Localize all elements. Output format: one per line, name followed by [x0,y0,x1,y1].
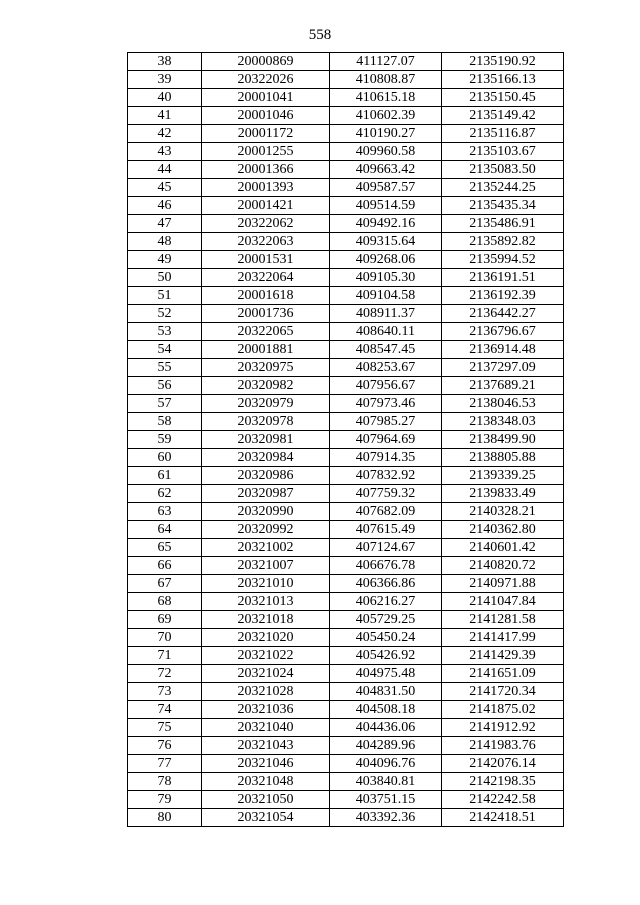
point-number-cell: 43 [128,143,202,161]
table-row [128,737,564,755]
x-coordinate-cell: 409514.59 [330,197,442,215]
x-coordinate-cell: 403840.81 [330,773,442,791]
table-row [128,791,564,809]
point-number-cell: 79 [128,791,202,809]
point-number-cell: 76 [128,737,202,755]
x-coordinate-cell: 407914.35 [330,449,442,467]
point-number-cell: 55 [128,359,202,377]
table-row [128,755,564,773]
y-coordinate-cell: 2138046.53 [442,395,564,413]
table-row [128,215,564,233]
x-coordinate-cell: 406366.86 [330,575,442,593]
x-coordinate-cell: 410808.87 [330,71,442,89]
y-coordinate-cell: 2135486.91 [442,215,564,233]
x-coordinate-cell: 408911.37 [330,305,442,323]
y-coordinate-cell: 2135166.13 [442,71,564,89]
table-row [128,125,564,143]
point-id-cell: 20321002 [202,539,330,557]
point-number-cell: 54 [128,341,202,359]
y-coordinate-cell: 2137689.21 [442,377,564,395]
table-row [128,467,564,485]
y-coordinate-cell: 2141912.92 [442,719,564,737]
point-number-cell: 80 [128,809,202,827]
y-coordinate-cell: 2136914.48 [442,341,564,359]
x-coordinate-cell: 408253.67 [330,359,442,377]
table-row [128,71,564,89]
point-number-cell: 40 [128,89,202,107]
x-coordinate-cell: 409960.58 [330,143,442,161]
point-id-cell: 20321048 [202,773,330,791]
table-row [128,53,564,71]
x-coordinate-cell: 407964.69 [330,431,442,449]
point-id-cell: 20001421 [202,197,330,215]
point-id-cell: 20001531 [202,251,330,269]
point-id-cell: 20321043 [202,737,330,755]
x-coordinate-cell: 407682.09 [330,503,442,521]
table-row [128,485,564,503]
y-coordinate-cell: 2135149.42 [442,107,564,125]
x-coordinate-cell: 409104.58 [330,287,442,305]
table-row [128,143,564,161]
table-row [128,359,564,377]
table-row [128,503,564,521]
point-number-cell: 49 [128,251,202,269]
x-coordinate-cell: 404975.48 [330,665,442,683]
point-number-cell: 62 [128,485,202,503]
point-id-cell: 20001255 [202,143,330,161]
point-id-cell: 20321036 [202,701,330,719]
table-row [128,413,564,431]
x-coordinate-cell: 406216.27 [330,593,442,611]
point-id-cell: 20322065 [202,323,330,341]
point-number-cell: 74 [128,701,202,719]
table-row [128,629,564,647]
point-number-cell: 64 [128,521,202,539]
table-row [128,251,564,269]
x-coordinate-cell: 407615.49 [330,521,442,539]
y-coordinate-cell: 2136192.39 [442,287,564,305]
table-row [128,773,564,791]
y-coordinate-cell: 2139833.49 [442,485,564,503]
point-number-cell: 44 [128,161,202,179]
point-number-cell: 38 [128,53,202,71]
point-number-cell: 73 [128,683,202,701]
x-coordinate-cell: 407759.32 [330,485,442,503]
point-number-cell: 69 [128,611,202,629]
point-id-cell: 20320984 [202,449,330,467]
table-row [128,395,564,413]
table-row [128,521,564,539]
table-row [128,647,564,665]
point-number-cell: 50 [128,269,202,287]
y-coordinate-cell: 2135892.82 [442,233,564,251]
coordinates-table-body [128,53,564,827]
x-coordinate-cell: 403392.36 [330,809,442,827]
x-coordinate-cell: 404436.06 [330,719,442,737]
y-coordinate-cell: 2141983.76 [442,737,564,755]
point-id-cell: 20321007 [202,557,330,575]
point-number-cell: 68 [128,593,202,611]
point-id-cell: 20321054 [202,809,330,827]
x-coordinate-cell: 407124.67 [330,539,442,557]
x-coordinate-cell: 405450.24 [330,629,442,647]
point-number-cell: 63 [128,503,202,521]
point-id-cell: 20322064 [202,269,330,287]
y-coordinate-cell: 2139339.25 [442,467,564,485]
table-row [128,539,564,557]
x-coordinate-cell: 409105.30 [330,269,442,287]
point-id-cell: 20321013 [202,593,330,611]
y-coordinate-cell: 2140820.72 [442,557,564,575]
x-coordinate-cell: 411127.07 [330,53,442,71]
point-id-cell: 20001172 [202,125,330,143]
point-id-cell: 20320981 [202,431,330,449]
point-number-cell: 52 [128,305,202,323]
y-coordinate-cell: 2141651.09 [442,665,564,683]
x-coordinate-cell: 405426.92 [330,647,442,665]
point-id-cell: 20321020 [202,629,330,647]
x-coordinate-cell: 408547.45 [330,341,442,359]
y-coordinate-cell: 2141417.99 [442,629,564,647]
point-number-cell: 47 [128,215,202,233]
point-number-cell: 41 [128,107,202,125]
point-id-cell: 20320979 [202,395,330,413]
point-id-cell: 20320987 [202,485,330,503]
point-id-cell: 20320978 [202,413,330,431]
table-row [128,107,564,125]
table-row [128,809,564,827]
x-coordinate-cell: 404508.18 [330,701,442,719]
point-id-cell: 20001366 [202,161,330,179]
y-coordinate-cell: 2140601.42 [442,539,564,557]
table-row [128,161,564,179]
point-number-cell: 78 [128,773,202,791]
table-row [128,701,564,719]
point-id-cell: 20321010 [202,575,330,593]
x-coordinate-cell: 409268.06 [330,251,442,269]
table-row [128,431,564,449]
y-coordinate-cell: 2135150.45 [442,89,564,107]
y-coordinate-cell: 2135190.92 [442,53,564,71]
x-coordinate-cell: 407973.46 [330,395,442,413]
point-id-cell: 20001881 [202,341,330,359]
table-row [128,287,564,305]
table-row [128,323,564,341]
point-number-cell: 51 [128,287,202,305]
point-number-cell: 75 [128,719,202,737]
y-coordinate-cell: 2135103.67 [442,143,564,161]
point-id-cell: 20321022 [202,647,330,665]
x-coordinate-cell: 404831.50 [330,683,442,701]
y-coordinate-cell: 2141047.84 [442,593,564,611]
y-coordinate-cell: 2135083.50 [442,161,564,179]
point-id-cell: 20001618 [202,287,330,305]
table-row [128,593,564,611]
y-coordinate-cell: 2142242.58 [442,791,564,809]
point-number-cell: 48 [128,233,202,251]
point-id-cell: 20320975 [202,359,330,377]
y-coordinate-cell: 2136191.51 [442,269,564,287]
y-coordinate-cell: 2142418.51 [442,809,564,827]
point-id-cell: 20322063 [202,233,330,251]
x-coordinate-cell: 407985.27 [330,413,442,431]
table-row [128,575,564,593]
table-row [128,305,564,323]
point-number-cell: 42 [128,125,202,143]
point-number-cell: 77 [128,755,202,773]
point-number-cell: 56 [128,377,202,395]
table-row [128,197,564,215]
point-id-cell: 20001041 [202,89,330,107]
point-id-cell: 20321046 [202,755,330,773]
point-number-cell: 59 [128,431,202,449]
point-id-cell: 20320990 [202,503,330,521]
y-coordinate-cell: 2137297.09 [442,359,564,377]
x-coordinate-cell: 406676.78 [330,557,442,575]
table-row [128,449,564,467]
y-coordinate-cell: 2135435.34 [442,197,564,215]
x-coordinate-cell: 405729.25 [330,611,442,629]
table-row [128,269,564,287]
point-id-cell: 20001736 [202,305,330,323]
point-number-cell: 71 [128,647,202,665]
point-id-cell: 20321018 [202,611,330,629]
table-row [128,665,564,683]
y-coordinate-cell: 2141875.02 [442,701,564,719]
point-number-cell: 70 [128,629,202,647]
y-coordinate-cell: 2138499.90 [442,431,564,449]
point-number-cell: 61 [128,467,202,485]
y-coordinate-cell: 2140328.21 [442,503,564,521]
point-id-cell: 20321050 [202,791,330,809]
table-row [128,341,564,359]
point-number-cell: 53 [128,323,202,341]
x-coordinate-cell: 407956.67 [330,377,442,395]
table-row [128,683,564,701]
y-coordinate-cell: 2141720.34 [442,683,564,701]
point-id-cell: 20320992 [202,521,330,539]
y-coordinate-cell: 2136796.67 [442,323,564,341]
point-number-cell: 58 [128,413,202,431]
point-id-cell: 20320986 [202,467,330,485]
y-coordinate-cell: 2136442.27 [442,305,564,323]
point-id-cell: 20321040 [202,719,330,737]
page-number: 558 [308,27,332,43]
y-coordinate-cell: 2138348.03 [442,413,564,431]
y-coordinate-cell: 2140971.88 [442,575,564,593]
x-coordinate-cell: 409492.16 [330,215,442,233]
point-number-cell: 57 [128,395,202,413]
y-coordinate-cell: 2142076.14 [442,755,564,773]
table-row [128,89,564,107]
x-coordinate-cell: 403751.15 [330,791,442,809]
point-number-cell: 67 [128,575,202,593]
table-row [128,179,564,197]
x-coordinate-cell: 409315.64 [330,233,442,251]
x-coordinate-cell: 404096.76 [330,755,442,773]
table-row [128,377,564,395]
table-row [128,233,564,251]
y-coordinate-cell: 2141281.58 [442,611,564,629]
x-coordinate-cell: 410190.27 [330,125,442,143]
y-coordinate-cell: 2142198.35 [442,773,564,791]
point-number-cell: 66 [128,557,202,575]
x-coordinate-cell: 409663.42 [330,161,442,179]
point-id-cell: 20001393 [202,179,330,197]
point-id-cell: 20322062 [202,215,330,233]
point-number-cell: 46 [128,197,202,215]
point-id-cell: 20321028 [202,683,330,701]
point-id-cell: 20321024 [202,665,330,683]
point-number-cell: 60 [128,449,202,467]
point-number-cell: 45 [128,179,202,197]
y-coordinate-cell: 2140362.80 [442,521,564,539]
x-coordinate-cell: 409587.57 [330,179,442,197]
point-id-cell: 20320982 [202,377,330,395]
coordinates-table [127,52,564,827]
point-id-cell: 20001046 [202,107,330,125]
y-coordinate-cell: 2135244.25 [442,179,564,197]
table-row [128,611,564,629]
point-id-cell: 20000869 [202,53,330,71]
point-id-cell: 20322026 [202,71,330,89]
y-coordinate-cell: 2138805.88 [442,449,564,467]
y-coordinate-cell: 2135994.52 [442,251,564,269]
x-coordinate-cell: 410602.39 [330,107,442,125]
x-coordinate-cell: 410615.18 [330,89,442,107]
x-coordinate-cell: 407832.92 [330,467,442,485]
y-coordinate-cell: 2135116.87 [442,125,564,143]
table-row [128,719,564,737]
x-coordinate-cell: 408640.11 [330,323,442,341]
table-row [128,557,564,575]
point-number-cell: 39 [128,71,202,89]
point-number-cell: 72 [128,665,202,683]
x-coordinate-cell: 404289.96 [330,737,442,755]
y-coordinate-cell: 2141429.39 [442,647,564,665]
point-number-cell: 65 [128,539,202,557]
